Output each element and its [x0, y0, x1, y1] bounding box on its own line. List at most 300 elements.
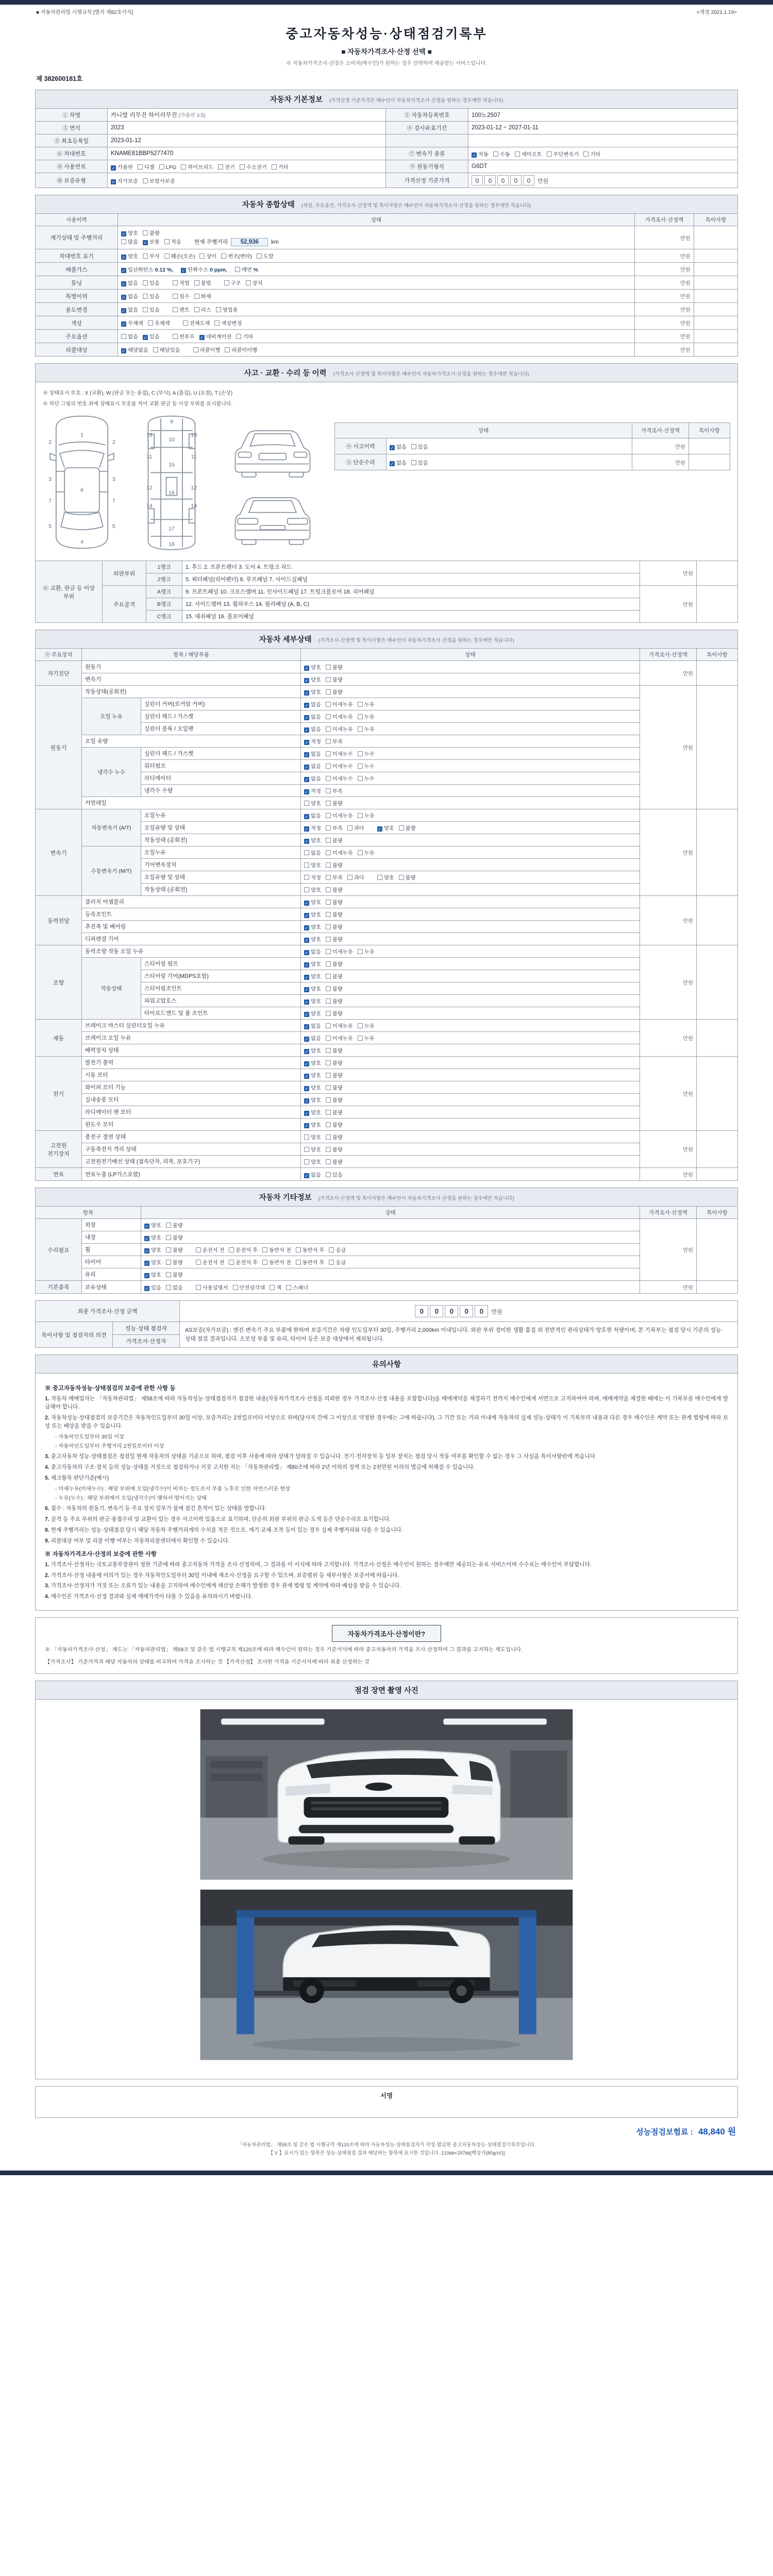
unchecked-checkbox-icon[interactable]	[143, 178, 148, 183]
unchecked-checkbox-icon[interactable]	[153, 347, 158, 352]
checkbox-option[interactable]	[121, 292, 138, 300]
checkbox-option[interactable]	[358, 947, 375, 955]
checked-checkbox-icon[interactable]: ✓	[145, 1286, 149, 1291]
checked-checkbox-icon[interactable]: ✓	[305, 815, 309, 819]
checkbox-option[interactable]	[224, 279, 241, 286]
unchecked-checkbox-icon[interactable]	[358, 702, 363, 707]
checkbox-option[interactable]	[270, 1283, 281, 1291]
checkbox-option[interactable]	[121, 238, 138, 245]
checked-checkbox-icon[interactable]: ✓	[305, 1099, 309, 1104]
unchecked-checkbox-icon[interactable]	[304, 850, 309, 855]
unchecked-checkbox-icon[interactable]	[143, 294, 148, 299]
unchecked-checkbox-icon[interactable]	[224, 280, 229, 285]
checkbox-option[interactable]	[326, 886, 343, 893]
checkbox-option[interactable]	[148, 319, 170, 327]
checkbox-option[interactable]	[326, 811, 353, 819]
unchecked-checkbox-icon[interactable]	[326, 949, 331, 954]
unchecked-checkbox-icon[interactable]	[547, 151, 552, 157]
unchecked-checkbox-icon[interactable]	[326, 825, 331, 831]
checked-checkbox-icon[interactable]: ✓	[111, 165, 115, 171]
checked-checkbox-icon[interactable]: ✓	[305, 975, 309, 980]
unchecked-checkbox-icon[interactable]	[270, 1285, 275, 1290]
unchecked-checkbox-icon[interactable]	[326, 726, 331, 732]
unchecked-checkbox-icon[interactable]	[216, 307, 221, 312]
checkbox-option[interactable]	[326, 960, 343, 968]
unchecked-checkbox-icon[interactable]	[143, 230, 148, 235]
checkbox-option[interactable]	[304, 997, 321, 1005]
checkbox-option[interactable]	[326, 1133, 343, 1141]
unchecked-checkbox-icon[interactable]	[143, 253, 148, 259]
checked-checkbox-icon[interactable]: ✓	[305, 777, 309, 782]
checkbox-option[interactable]	[304, 1009, 321, 1017]
checkbox-option[interactable]	[183, 319, 210, 327]
checkbox-option[interactable]	[121, 346, 148, 353]
checkbox-option[interactable]	[399, 873, 416, 881]
checkbox-option[interactable]	[196, 1246, 225, 1253]
checked-checkbox-icon[interactable]: ✓	[305, 1087, 309, 1091]
unchecked-checkbox-icon[interactable]	[326, 1060, 331, 1065]
checkbox-option[interactable]	[326, 1171, 343, 1178]
checkbox-option[interactable]	[326, 774, 353, 782]
checked-checkbox-icon[interactable]: ✓	[305, 1012, 309, 1017]
checkbox-option[interactable]	[326, 1158, 343, 1165]
checkbox-option[interactable]	[173, 306, 190, 313]
unchecked-checkbox-icon[interactable]	[235, 267, 240, 272]
checkbox-option[interactable]	[173, 292, 190, 300]
checkbox-option[interactable]	[166, 1221, 183, 1229]
checkbox-option[interactable]	[143, 238, 160, 245]
checkbox-option[interactable]	[326, 737, 343, 745]
checkbox-option[interactable]	[304, 873, 321, 881]
checkbox-option[interactable]	[159, 164, 177, 171]
unchecked-checkbox-icon[interactable]	[326, 838, 331, 843]
checked-checkbox-icon[interactable]: ✓	[305, 1037, 309, 1042]
unchecked-checkbox-icon[interactable]	[194, 307, 199, 312]
checked-checkbox-icon[interactable]: ✓	[305, 666, 309, 671]
checkbox-option[interactable]	[326, 997, 343, 1005]
checkbox-option[interactable]	[216, 306, 238, 313]
unchecked-checkbox-icon[interactable]	[326, 937, 331, 942]
unchecked-checkbox-icon[interactable]	[304, 801, 309, 806]
unchecked-checkbox-icon[interactable]	[196, 1247, 201, 1252]
checkbox-option[interactable]	[143, 306, 160, 313]
checkbox-option[interactable]	[326, 1145, 343, 1153]
unchecked-checkbox-icon[interactable]	[181, 164, 186, 170]
checkbox-option[interactable]	[358, 849, 375, 856]
checked-checkbox-icon[interactable]: ✓	[305, 740, 309, 745]
checkbox-option[interactable]	[304, 750, 321, 757]
checkbox-option[interactable]	[304, 935, 321, 943]
checkbox-option[interactable]	[304, 737, 321, 745]
checkbox-option[interactable]	[411, 443, 428, 450]
checkbox-option[interactable]	[326, 861, 343, 869]
unchecked-checkbox-icon[interactable]	[164, 239, 170, 244]
checkbox-option[interactable]	[304, 787, 321, 794]
unchecked-checkbox-icon[interactable]	[326, 764, 331, 769]
checkbox-option[interactable]	[304, 960, 321, 968]
checkbox-option[interactable]	[304, 774, 321, 782]
checkbox-option[interactable]	[304, 898, 321, 906]
checkbox-option[interactable]	[326, 1108, 343, 1116]
unchecked-checkbox-icon[interactable]	[326, 1085, 331, 1090]
price-info-button[interactable]: 자동차가격조사·산정이란?	[332, 1625, 441, 1642]
unchecked-checkbox-icon[interactable]	[296, 1247, 301, 1252]
checkbox-option[interactable]	[329, 1258, 346, 1266]
unchecked-checkbox-icon[interactable]	[326, 998, 331, 1004]
checked-checkbox-icon[interactable]: ✓	[145, 1236, 149, 1241]
unchecked-checkbox-icon[interactable]	[240, 164, 245, 170]
checked-checkbox-icon[interactable]: ✓	[305, 753, 309, 757]
unchecked-checkbox-icon[interactable]	[229, 1247, 234, 1252]
unchecked-checkbox-icon[interactable]	[246, 280, 251, 285]
unchecked-checkbox-icon[interactable]	[326, 1122, 331, 1127]
unchecked-checkbox-icon[interactable]	[326, 665, 331, 670]
checked-checkbox-icon[interactable]: ✓	[305, 827, 309, 832]
checked-checkbox-icon[interactable]: ✓	[122, 309, 126, 313]
checkbox-option[interactable]	[304, 836, 321, 844]
checked-checkbox-icon[interactable]: ✓	[145, 1249, 149, 1253]
unchecked-checkbox-icon[interactable]	[304, 875, 309, 880]
checked-checkbox-icon[interactable]: ✓	[305, 913, 309, 918]
unchecked-checkbox-icon[interactable]	[304, 862, 309, 868]
checked-checkbox-icon[interactable]: ✓	[111, 179, 115, 184]
checkbox-option[interactable]	[304, 713, 321, 720]
checkbox-option[interactable]	[304, 1145, 321, 1153]
unchecked-checkbox-icon[interactable]	[143, 307, 148, 312]
checkbox-option[interactable]	[347, 824, 364, 832]
unchecked-checkbox-icon[interactable]	[326, 689, 331, 694]
checked-checkbox-icon[interactable]: ✓	[305, 1000, 309, 1005]
checked-checkbox-icon[interactable]: ✓	[305, 1074, 309, 1079]
checkbox-option[interactable]	[377, 824, 394, 832]
checkbox-option[interactable]	[144, 1258, 161, 1266]
checked-checkbox-icon[interactable]: ✓	[305, 901, 309, 906]
checkbox-option[interactable]	[181, 163, 213, 171]
unchecked-checkbox-icon[interactable]	[143, 280, 148, 285]
unchecked-checkbox-icon[interactable]	[358, 813, 363, 818]
unchecked-checkbox-icon[interactable]	[326, 788, 331, 793]
checkbox-option[interactable]	[304, 1121, 321, 1128]
checkbox-option[interactable]	[164, 252, 195, 260]
checkbox-option[interactable]	[515, 150, 542, 158]
checkbox-option[interactable]	[304, 972, 321, 980]
checked-checkbox-icon[interactable]: ✓	[390, 461, 394, 466]
checkbox-option[interactable]	[166, 1233, 183, 1241]
unchecked-checkbox-icon[interactable]	[326, 986, 331, 991]
checkbox-option[interactable]	[194, 292, 211, 300]
unchecked-checkbox-icon[interactable]	[225, 347, 230, 352]
checkbox-option[interactable]	[304, 861, 321, 869]
unchecked-checkbox-icon[interactable]	[515, 151, 520, 157]
checkbox-option[interactable]	[472, 150, 489, 158]
checkbox-option[interactable]	[358, 725, 375, 733]
unchecked-checkbox-icon[interactable]	[183, 320, 188, 326]
checkbox-option[interactable]	[390, 443, 407, 450]
unchecked-checkbox-icon[interactable]	[326, 1036, 331, 1041]
checkbox-option[interactable]	[121, 279, 138, 286]
checkbox-option[interactable]	[173, 279, 190, 286]
checkbox-option[interactable]	[358, 1022, 375, 1029]
checked-checkbox-icon[interactable]: ✓	[181, 268, 186, 273]
checkbox-option[interactable]	[225, 346, 257, 353]
checkbox-option[interactable]	[218, 163, 235, 171]
checkbox-option[interactable]	[143, 252, 160, 260]
checkbox-option[interactable]	[246, 279, 263, 286]
checkbox-option[interactable]	[326, 688, 343, 696]
checkbox-option[interactable]	[411, 459, 428, 466]
unchecked-checkbox-icon[interactable]	[257, 253, 262, 259]
checkbox-option[interactable]	[196, 1283, 228, 1291]
unchecked-checkbox-icon[interactable]	[196, 1285, 201, 1290]
unchecked-checkbox-icon[interactable]	[326, 1147, 331, 1152]
checked-checkbox-icon[interactable]: ✓	[145, 1224, 149, 1229]
checkbox-option[interactable]	[304, 886, 321, 893]
unchecked-checkbox-icon[interactable]	[358, 949, 363, 954]
unchecked-checkbox-icon[interactable]	[166, 1285, 171, 1290]
checkbox-option[interactable]	[358, 713, 375, 720]
unchecked-checkbox-icon[interactable]	[166, 1223, 171, 1228]
unchecked-checkbox-icon[interactable]	[329, 1247, 334, 1252]
checked-checkbox-icon[interactable]: ✓	[122, 255, 126, 260]
checkbox-option[interactable]	[326, 1096, 343, 1104]
checkbox-option[interactable]	[326, 972, 343, 980]
checked-checkbox-icon[interactable]: ✓	[305, 926, 309, 930]
checkbox-option[interactable]	[326, 947, 353, 955]
checkbox-option[interactable]	[304, 849, 321, 856]
checkbox-option[interactable]	[304, 1083, 321, 1091]
unchecked-checkbox-icon[interactable]	[326, 714, 331, 719]
checkbox-option[interactable]	[493, 150, 510, 158]
checkbox-option[interactable]	[199, 332, 232, 340]
unchecked-checkbox-icon[interactable]	[304, 1134, 309, 1140]
checkbox-option[interactable]	[304, 725, 321, 733]
checked-checkbox-icon[interactable]: ✓	[305, 951, 309, 955]
unchecked-checkbox-icon[interactable]	[326, 850, 331, 855]
checkbox-option[interactable]	[304, 1171, 321, 1178]
unchecked-checkbox-icon[interactable]	[358, 764, 363, 769]
checkbox-option[interactable]	[583, 150, 600, 158]
checkbox-option[interactable]	[326, 1121, 343, 1128]
checkbox-option[interactable]	[144, 1270, 161, 1278]
checkbox-option[interactable]	[257, 252, 274, 260]
unchecked-checkbox-icon[interactable]	[214, 320, 220, 326]
unchecked-checkbox-icon[interactable]	[399, 825, 404, 831]
checkbox-option[interactable]	[262, 1258, 291, 1266]
unchecked-checkbox-icon[interactable]	[326, 751, 331, 756]
unchecked-checkbox-icon[interactable]	[326, 813, 331, 818]
unchecked-checkbox-icon[interactable]	[358, 1023, 363, 1028]
checkbox-option[interactable]	[326, 985, 343, 992]
checkbox-option[interactable]	[326, 1071, 343, 1079]
checkbox-option[interactable]	[143, 279, 160, 286]
checkbox-option[interactable]	[272, 163, 289, 171]
checkbox-option[interactable]	[304, 985, 321, 992]
checkbox-option[interactable]	[326, 873, 343, 881]
checked-checkbox-icon[interactable]: ✓	[143, 335, 147, 340]
checked-checkbox-icon[interactable]: ✓	[390, 445, 394, 450]
checked-checkbox-icon[interactable]: ✓	[122, 295, 126, 300]
unchecked-checkbox-icon[interactable]	[199, 253, 205, 259]
checked-checkbox-icon[interactable]: ✓	[305, 963, 309, 968]
checkbox-option[interactable]	[229, 1246, 258, 1253]
unchecked-checkbox-icon[interactable]	[326, 739, 331, 744]
checkbox-option[interactable]	[326, 663, 343, 671]
checked-checkbox-icon[interactable]: ✓	[145, 1274, 149, 1278]
checkbox-option[interactable]	[143, 332, 160, 340]
checkbox-option[interactable]	[304, 1022, 321, 1029]
checked-checkbox-icon[interactable]: ✓	[305, 1062, 309, 1066]
checkbox-option[interactable]	[304, 1108, 321, 1116]
checked-checkbox-icon[interactable]: ✓	[305, 1049, 309, 1054]
checkbox-option[interactable]	[196, 1258, 225, 1266]
checked-checkbox-icon[interactable]: ✓	[305, 691, 309, 696]
unchecked-checkbox-icon[interactable]	[326, 1134, 331, 1140]
checkbox-option[interactable]	[240, 163, 267, 171]
checkbox-option[interactable]	[304, 688, 321, 696]
unchecked-checkbox-icon[interactable]	[194, 294, 199, 299]
checkbox-option[interactable]	[399, 824, 416, 832]
unchecked-checkbox-icon[interactable]	[304, 1147, 309, 1152]
checkbox-option[interactable]	[304, 1059, 321, 1066]
unchecked-checkbox-icon[interactable]	[399, 875, 404, 880]
unchecked-checkbox-icon[interactable]	[347, 825, 352, 831]
checkbox-option[interactable]	[111, 177, 138, 184]
unchecked-checkbox-icon[interactable]	[194, 280, 199, 285]
checkbox-option[interactable]	[229, 1258, 258, 1266]
unchecked-checkbox-icon[interactable]	[583, 151, 589, 157]
unchecked-checkbox-icon[interactable]	[326, 961, 331, 967]
checkbox-option[interactable]	[304, 1071, 321, 1079]
checkbox-option[interactable]	[547, 150, 579, 158]
checked-checkbox-icon[interactable]: ✓	[305, 1111, 309, 1116]
unchecked-checkbox-icon[interactable]	[218, 164, 223, 170]
unchecked-checkbox-icon[interactable]	[221, 253, 226, 259]
unchecked-checkbox-icon[interactable]	[326, 875, 331, 880]
checked-checkbox-icon[interactable]: ✓	[305, 988, 309, 992]
checkbox-option[interactable]	[194, 279, 211, 286]
unchecked-checkbox-icon[interactable]	[326, 1110, 331, 1115]
unchecked-checkbox-icon[interactable]	[173, 280, 178, 285]
unchecked-checkbox-icon[interactable]	[326, 1011, 331, 1016]
unchecked-checkbox-icon[interactable]	[326, 702, 331, 707]
checkbox-option[interactable]	[326, 750, 353, 757]
checked-checkbox-icon[interactable]: ✓	[472, 152, 476, 158]
checkbox-option[interactable]	[329, 1246, 346, 1253]
checkbox-option[interactable]	[144, 1221, 161, 1229]
checked-checkbox-icon[interactable]: ✓	[122, 232, 126, 236]
checkbox-option[interactable]	[236, 332, 253, 340]
checkbox-option[interactable]	[121, 229, 138, 236]
checkbox-option[interactable]	[358, 774, 375, 782]
unchecked-checkbox-icon[interactable]	[411, 460, 416, 465]
checkbox-option[interactable]	[326, 1034, 353, 1042]
unchecked-checkbox-icon[interactable]	[358, 726, 363, 732]
unchecked-checkbox-icon[interactable]	[166, 1272, 171, 1277]
unchecked-checkbox-icon[interactable]	[164, 253, 170, 259]
unchecked-checkbox-icon[interactable]	[304, 887, 309, 892]
checkbox-option[interactable]	[235, 265, 261, 273]
unchecked-checkbox-icon[interactable]	[173, 334, 178, 339]
checkbox-option[interactable]	[221, 252, 252, 260]
checkbox-option[interactable]	[304, 824, 321, 832]
unchecked-checkbox-icon[interactable]	[326, 1023, 331, 1028]
checked-checkbox-icon[interactable]: ✓	[305, 703, 309, 708]
checked-checkbox-icon[interactable]: ✓	[122, 322, 126, 327]
unchecked-checkbox-icon[interactable]	[347, 875, 352, 880]
checkbox-option[interactable]	[143, 292, 160, 300]
checkbox-option[interactable]	[194, 306, 211, 313]
unchecked-checkbox-icon[interactable]	[326, 1073, 331, 1078]
unchecked-checkbox-icon[interactable]	[196, 1260, 201, 1265]
unchecked-checkbox-icon[interactable]	[138, 164, 143, 170]
unchecked-checkbox-icon[interactable]	[236, 334, 241, 339]
checkbox-option[interactable]	[358, 1034, 375, 1042]
unchecked-checkbox-icon[interactable]	[166, 1247, 171, 1252]
unchecked-checkbox-icon[interactable]	[358, 1036, 363, 1041]
checked-checkbox-icon[interactable]: ✓	[305, 790, 309, 794]
checkbox-option[interactable]	[326, 836, 343, 844]
checkbox-option[interactable]	[296, 1258, 325, 1266]
checkbox-option[interactable]	[358, 700, 375, 708]
unchecked-checkbox-icon[interactable]	[173, 294, 178, 299]
checkbox-option[interactable]	[166, 1270, 183, 1278]
checked-checkbox-icon[interactable]: ✓	[145, 1261, 149, 1266]
checkbox-option[interactable]	[304, 762, 321, 770]
unchecked-checkbox-icon[interactable]	[411, 444, 416, 449]
checkbox-option[interactable]	[181, 265, 230, 273]
unchecked-checkbox-icon[interactable]	[166, 1260, 171, 1265]
unchecked-checkbox-icon[interactable]	[159, 164, 164, 170]
checkbox-option[interactable]	[326, 713, 353, 720]
checkbox-option[interactable]	[326, 910, 343, 918]
unchecked-checkbox-icon[interactable]	[326, 924, 331, 929]
checkbox-option[interactable]	[326, 1046, 343, 1054]
checkbox-option[interactable]	[326, 923, 343, 930]
checkbox-option[interactable]	[326, 824, 343, 832]
checked-checkbox-icon[interactable]: ✓	[305, 938, 309, 943]
checked-checkbox-icon[interactable]: ✓	[122, 349, 126, 353]
checkbox-option[interactable]	[166, 1283, 183, 1291]
checkbox-option[interactable]	[304, 700, 321, 708]
checked-checkbox-icon[interactable]: ✓	[305, 716, 309, 720]
unchecked-checkbox-icon[interactable]	[326, 801, 331, 806]
checkbox-option[interactable]	[347, 873, 364, 881]
unchecked-checkbox-icon[interactable]	[326, 912, 331, 917]
checkbox-option[interactable]	[121, 306, 138, 313]
checkbox-option[interactable]	[193, 346, 221, 353]
checked-checkbox-icon[interactable]: ✓	[305, 728, 309, 733]
checkbox-option[interactable]	[326, 1009, 343, 1017]
checkbox-option[interactable]	[164, 238, 181, 245]
checkbox-option[interactable]	[304, 1158, 321, 1165]
checkbox-option[interactable]	[358, 750, 375, 757]
unchecked-checkbox-icon[interactable]	[326, 862, 331, 868]
checkbox-option[interactable]	[326, 675, 343, 683]
checkbox-option[interactable]	[326, 762, 353, 770]
checkbox-option[interactable]	[214, 319, 242, 327]
unchecked-checkbox-icon[interactable]	[286, 1285, 291, 1290]
checkbox-option[interactable]	[377, 873, 394, 881]
checkbox-option[interactable]	[326, 725, 353, 733]
checked-checkbox-icon[interactable]: ✓	[305, 1025, 309, 1029]
unchecked-checkbox-icon[interactable]	[326, 1172, 331, 1177]
checkbox-option[interactable]	[121, 332, 138, 340]
unchecked-checkbox-icon[interactable]	[262, 1247, 267, 1252]
unchecked-checkbox-icon[interactable]	[358, 850, 363, 855]
unchecked-checkbox-icon[interactable]	[326, 1159, 331, 1164]
checkbox-option[interactable]	[358, 762, 375, 770]
checkbox-option[interactable]	[166, 1246, 183, 1253]
